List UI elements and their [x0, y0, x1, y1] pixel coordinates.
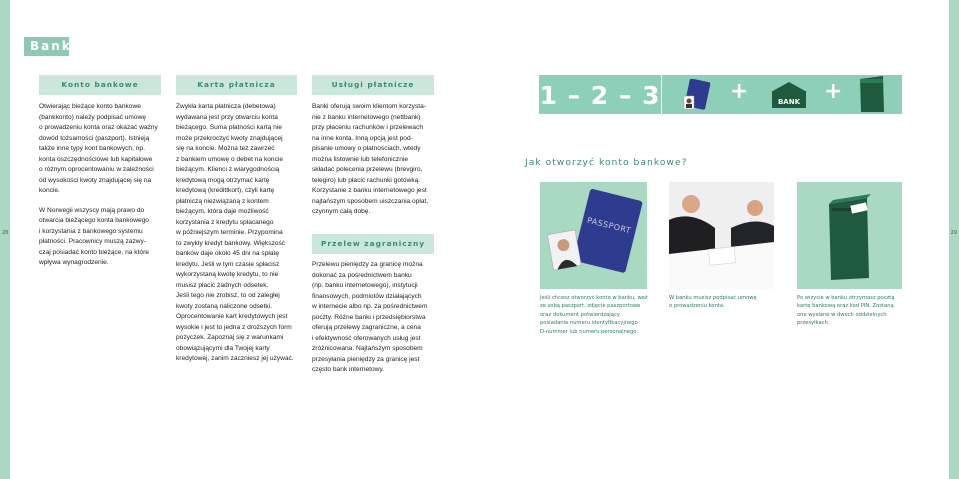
- paragraph: Zwykła karta płatnicza (debetowa) wydawana jest przy otwarciu konta bieżącego. Suma płatności kartą nie może przekroczyć kwoty znajdującej się na koncie. Można też zawrzeć z bankiem umowę o debet na koncie bieżącym. Klienci z wiarygodnością kredytową mogą otrzymać kartę kredytową (kredittkort), czyli kartę płatniczą niezwiązaną z kontem bieżącym, która daje możliwość korzystania z kredytu spłacanego w późniejszym terminie. Przypomina to zwykły kredyt bankowy. Większość banków daje około 45 dni na spłatę kredytu. Jeśli w tym czasie spłacisz wykorzystaną kwotę kredytu, to nie musisz płacić żadnych odsetek. Jeśli tego nie zrobisz, to od zaległej kwoty zostaną naliczone odsetki. Oprocentowanie kart kredytowych jest wysokie i jest to jedna z droższych form pożyczek. Zapoznaj się z warunkami obowiązującymi dla Twojej karty kredytowej, zanim zaczniesz jej używać.: [176, 103, 294, 362]
- passport-illustration: [540, 182, 647, 289]
- banner-divider: [661, 75, 662, 114]
- heading-uslugi-platnicze: Usługi płatnicze: [312, 75, 434, 95]
- section-title: Bank: [24, 37, 69, 56]
- column-uslugi-platnicze: [312, 102, 437, 227]
- passport-icon: [682, 79, 712, 111]
- plus-sign: +: [730, 79, 749, 104]
- caption-signing: W banku musisz podpisać umowę o prowadzeniu konta.: [669, 295, 757, 310]
- column-konto-bankowe: [39, 102, 164, 278]
- caption-mailbox: Po wizycie w banku otrzymasz pocztą kartę bankową oraz kod PIN. Zostaną one wysłane w dwóch oddzielnych przesyłkach.: [797, 295, 895, 327]
- caption-passport: Jeśli chcesz otworzyć konto w banku, weź ze sobą paszport, zdjęcie paszportowe oraz dokument potwierdzający posiadanie numeru identyfikacyjnego D-nummer lub numeru personalnego.: [540, 295, 648, 335]
- column-przelew-zagraniczny: [312, 260, 437, 385]
- paragraph: Przelewu pieniędzy za granicę można dokonać za pośrednictwem banku (np. banku internetowego), instytucji finansowych, podmiotów działających w internecie albo np. za pośrednictwem poczty. Różne banki i przedsiębiorstwa oferują przelewy zagraniczne, a cena i efektywność oferowanych usług jest zróżnicowana. Najtańszym sposobem przesyłania pieniędzy za granicę jest często bank internetowy.: [312, 261, 428, 373]
- passport-photo: [540, 182, 647, 289]
- column-karta-platnicza: [176, 102, 301, 374]
- steps-banner: [539, 75, 902, 114]
- question-heading: Jak otworzyć konto bankowe?: [525, 157, 688, 168]
- signing-illustration: [669, 182, 774, 289]
- right-page-edge: [949, 0, 959, 479]
- paragraph: W Norwegii wszyscy mają prawo do otwarcia bieżącego konta bankowego i korzystania z bankowego systemu płatności. Pracownicy muszą zazwy- czaj posiadać konto bieżące, na które wpływa wynagrodzenie.: [39, 206, 149, 266]
- mailbox-photo: [797, 182, 902, 289]
- mailbox-icon: [859, 75, 885, 113]
- bank-icon: [770, 81, 808, 109]
- bank-label: BANK: [777, 98, 801, 106]
- left-page-edge: [0, 0, 10, 479]
- steps-numbers: 1 – 2 – 3: [539, 81, 661, 110]
- heading-karta-platnicza: Karta płatnicza: [176, 75, 297, 95]
- heading-przelew-zagraniczny: Przelew zagraniczny: [312, 234, 434, 254]
- paragraph: Otwierając bieżące konto bankowe (bankkonto) należy podpisać umowę o prowadzeniu konta oraz okazać ważny dowód tożsamości (paszport). Istnieją także inne typy kont bankowych, np. konta oszczędnościowe lub kapitałowe o różnym oprocentowaniu w zależności od wysokości kwoty znajdującej się na koncie.: [39, 103, 158, 194]
- paragraph: Banki oferują swoim klientom korzysta- nie z banku internetowego (nettbank) przy płaceniu rachunków i przelewach na inne konta. Inną opcją jest pod- pisanie umowy o płatnościach, wtedy można listownie lub telefonicznie składać polecenia przelewu (brevgiro, telegiro) lub płacić rachunki gotówką. Korzystanie z banku internetowego jest najtańszym sposobem uiszczania opłat, czynnym całą dobę.: [312, 103, 429, 215]
- mailbox-illustration: [797, 182, 902, 289]
- signing-photo: [669, 182, 774, 289]
- page-number-right: 29: [950, 230, 957, 236]
- page-number-left: 28: [2, 230, 9, 236]
- passport-label: PASSPORT: [586, 215, 632, 236]
- heading-konto-bankowe: Konto bankowe: [39, 75, 161, 95]
- plus-sign: +: [824, 79, 843, 104]
